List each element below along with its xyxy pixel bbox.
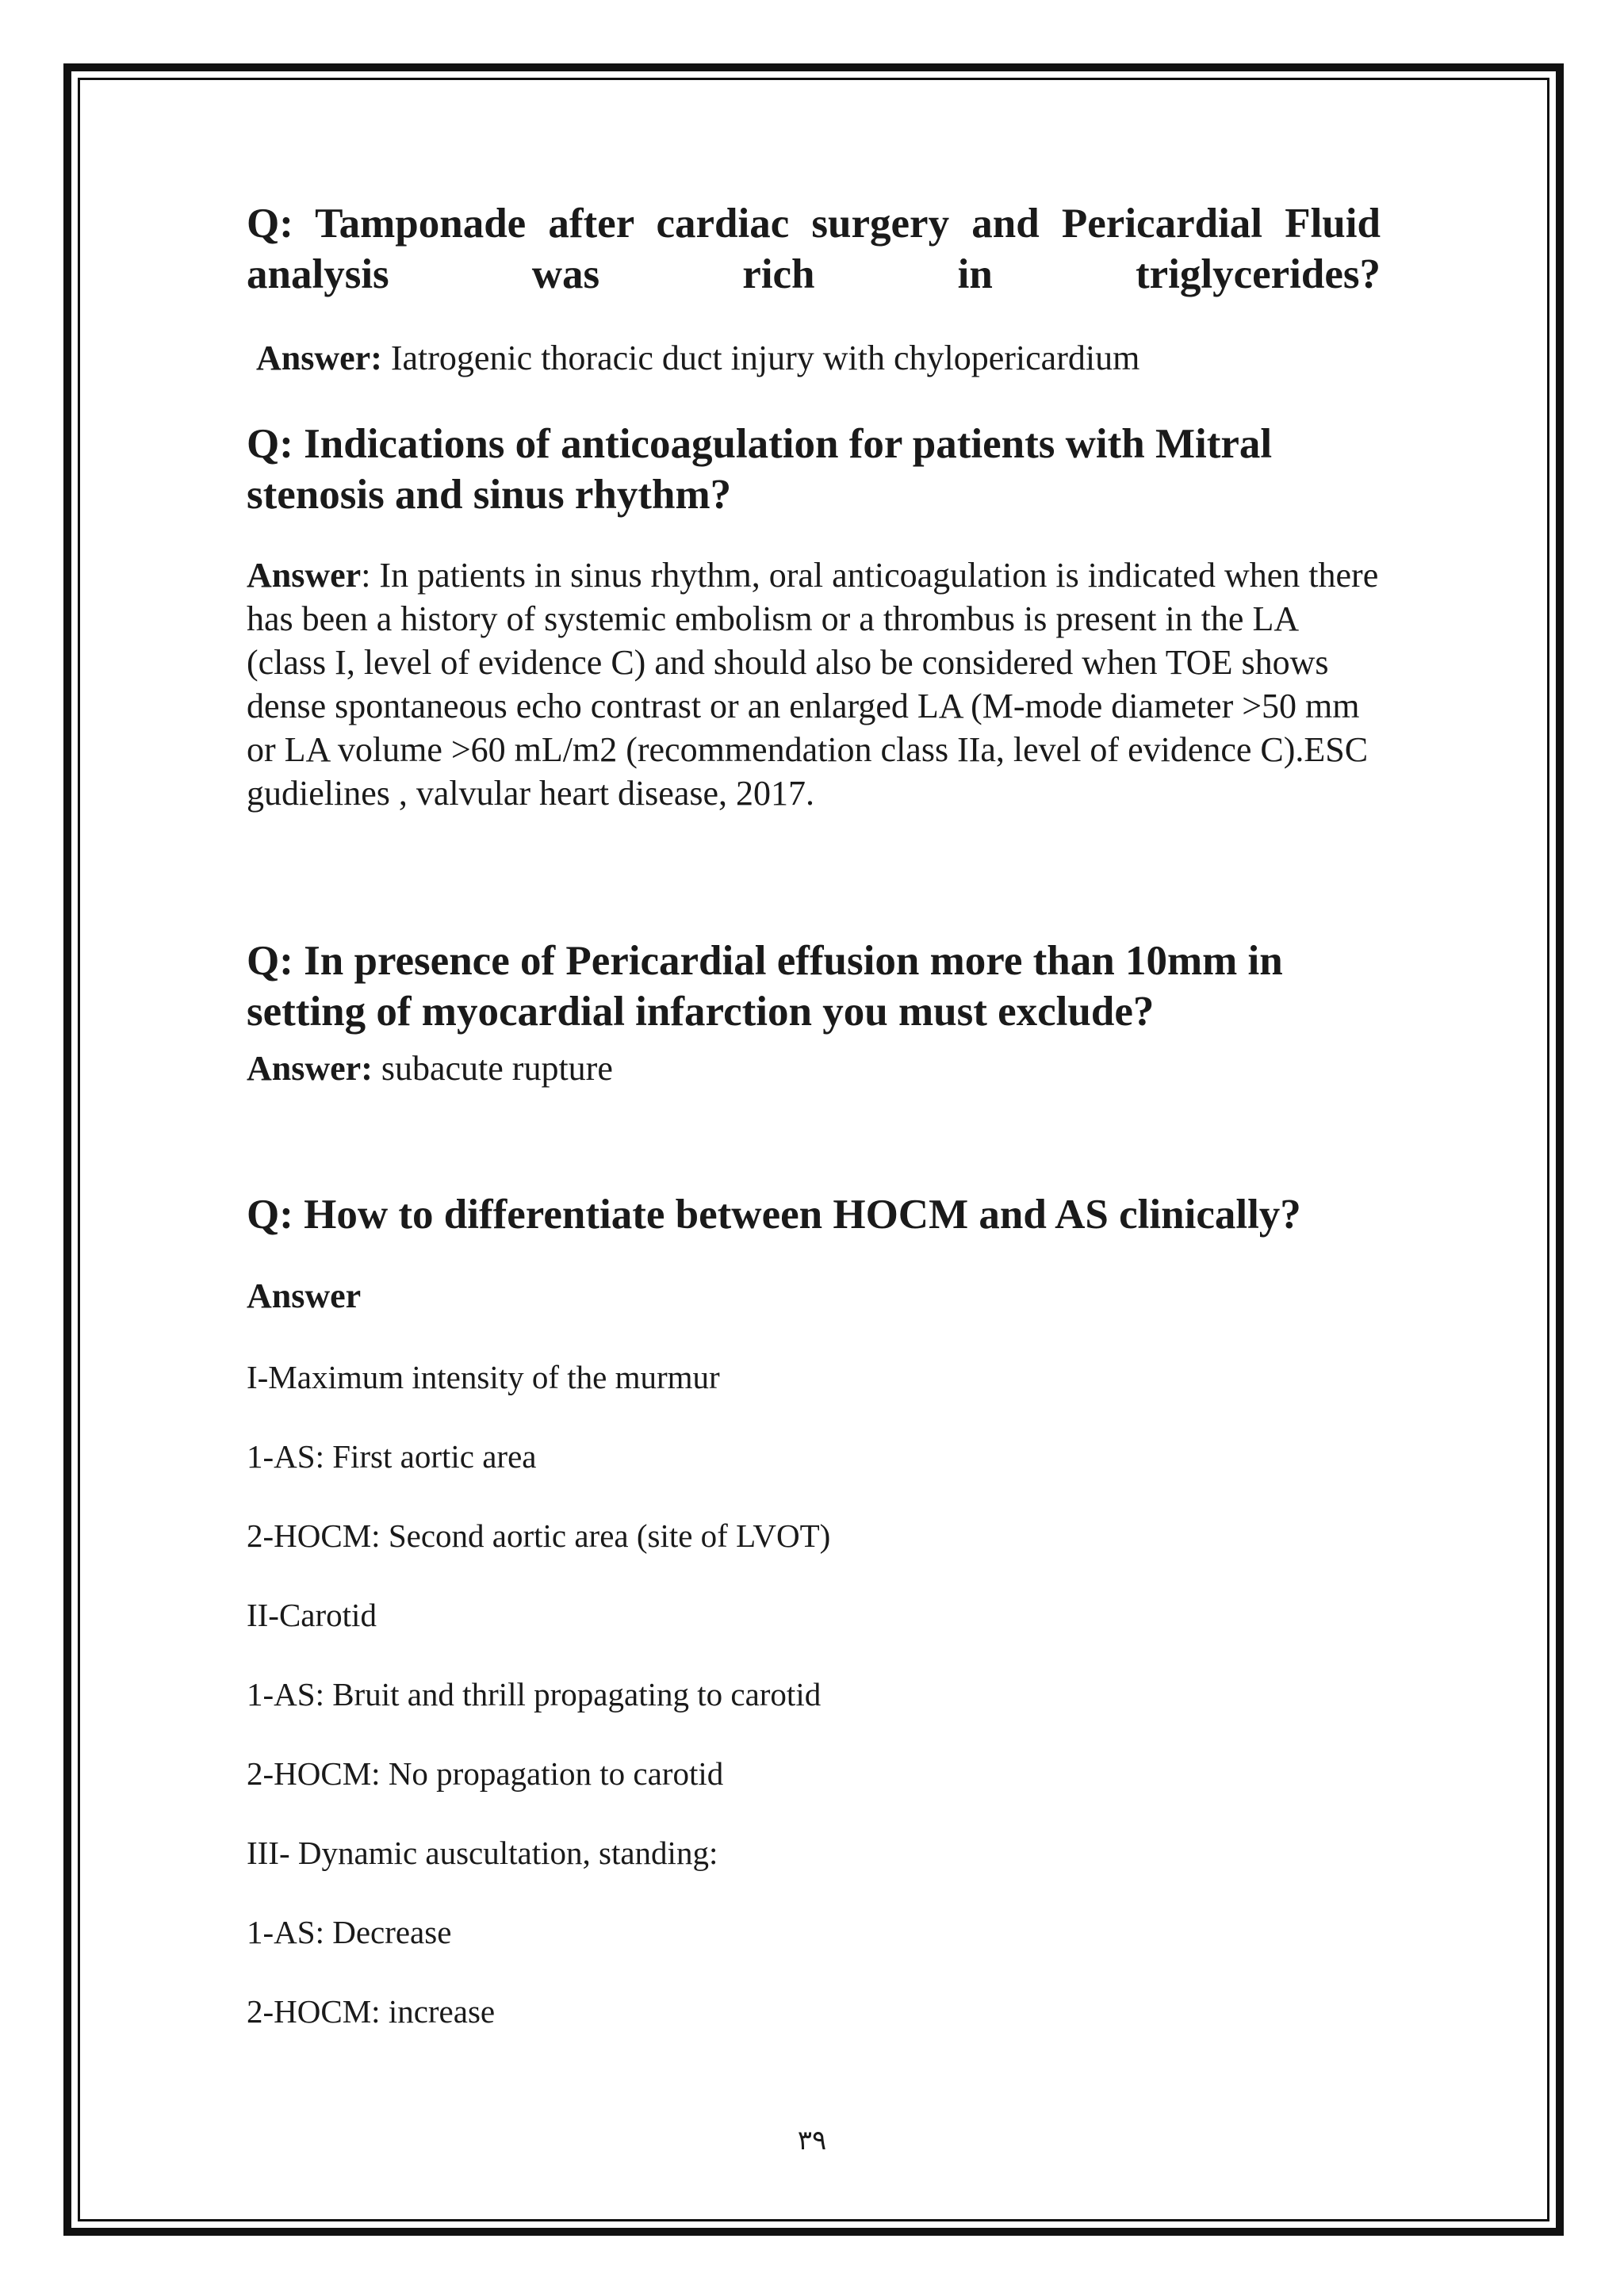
list-item: 2-HOCM: increase — [247, 1993, 496, 2030]
answer-3-label: Answer: — [247, 1049, 373, 1088]
list-item: 1-AS: Decrease — [247, 1914, 452, 1950]
question-4: Q: How to differentiate between HOCM and AS clinically? — [247, 1192, 1301, 1238]
question-3: Q: In presence of Pericardial effusion more than 10mm in setting of myocardial infarction you must exclude? — [247, 938, 1283, 1035]
question-1: Q: Tamponade after cardiac surgery and Pericardial Fluid analysis was rich in triglycerides? — [247, 201, 1381, 297]
list-item: 2-HOCM: No propagation to carotid — [247, 1755, 724, 1792]
answer-4-label: Answer — [247, 1276, 362, 1315]
list-item: III- Dynamic auscultation, standing: — [247, 1835, 718, 1871]
list-item: I-Maximum intensity of the murmur — [247, 1359, 720, 1395]
answer-3 — [247, 1047, 1381, 1090]
answer-2-label: Answer — [247, 556, 362, 595]
list-item: 2-HOCM: Second aortic area (site of LVOT) — [247, 1517, 831, 1554]
answer-2 — [247, 553, 1381, 815]
answer-1 — [256, 336, 1390, 380]
page-number: ٣٩ — [797, 2125, 827, 2156]
answer-3-text: subacute rupture — [372, 1049, 613, 1088]
answer-1-label: Answer: — [256, 339, 382, 377]
answer-1-text: Iatrogenic thoracic duct injury with chylopericardium — [381, 339, 1140, 377]
list-item: II-Carotid — [247, 1597, 377, 1633]
list-item: 1-AS: Bruit and thrill propagating to carotid — [247, 1676, 822, 1712]
answer-2-text: : In patients in sinus rhythm, oral anticoagulation is indicated when there has been a history of systemic embolism or a thrombus is present in the LA (class I, level of evidence C) and should also be considered when TOE shows dense spontaneous echo contrast or an enlarged LA (M-mode diameter >50 mm or LA volume >60 mL/m2 (recommendation class IIa, level of evidence C).ESC gudielines , valvular heart disease, 2017. — [247, 556, 1379, 813]
list-item: 1-AS: First aortic area — [247, 1438, 537, 1475]
question-2: Q: Indications of anticoagulation for patients with Mitral stenosis and sinus rhythm? — [247, 421, 1273, 518]
page-border-inner — [78, 78, 1549, 2221]
